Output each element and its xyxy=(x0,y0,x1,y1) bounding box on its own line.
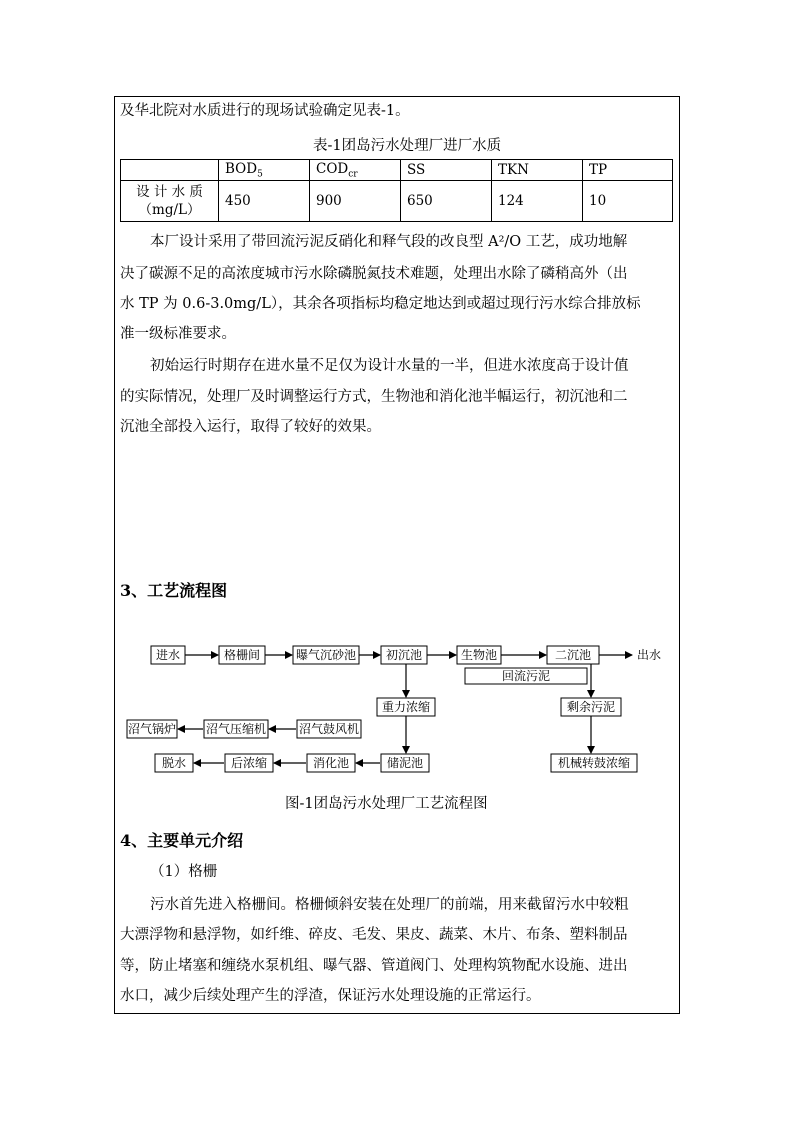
table-cell: 650 xyxy=(401,181,492,222)
flow-label-primary: 初沉池 xyxy=(385,648,423,662)
table-row-label: 设 计 水 质 （mg/L） xyxy=(121,181,219,222)
flow-label-post-thick: 后浓缩 xyxy=(230,756,268,770)
para2-line: 沉池全部投入运行，取得了较好的效果。 xyxy=(120,419,381,435)
para3-line: 大漂浮物和悬浮物，如纤维、碎皮、毛发、果皮、蔬菜、木片、布条、塑料制品 xyxy=(120,927,628,943)
table-caption: 表-1团岛污水处理厂进厂水质 xyxy=(313,138,502,154)
flow-label-biogas-blower: 沼气鼓风机 xyxy=(298,722,360,736)
subsection-title: （1）格栅 xyxy=(150,864,218,880)
table-header-tkn: TKN xyxy=(492,160,583,181)
table-header-bod: $BOD_5$ xyxy=(219,160,310,181)
table-header-tp: TP xyxy=(583,160,673,181)
para1-line: 本厂设计采用了带回流污泥反硝化和释气段的改良型 A²/O 工艺，成功地解 xyxy=(150,234,628,250)
flow-label-storage: 储泥池 xyxy=(386,756,424,770)
table-header-empty xyxy=(121,160,219,181)
figure-caption: 图-1团岛污水处理厂工艺流程图 xyxy=(285,796,488,812)
flow-label-gravity-thick: 重力浓缩 xyxy=(381,700,431,714)
flow-label-excess-sludge: 剩余污泥 xyxy=(566,700,616,714)
para1-line: 决了碳源不足的高浓度城市污水除磷脱氮技术难题，处理出水除了磷稍高外（出 xyxy=(120,266,628,282)
para3-line: 等，防止堵塞和缠绕水泵机组、曝气器、管道阀门、处理构筑物配水设施、进出 xyxy=(120,958,628,974)
flow-label-mech-thick: 机械转鼓浓缩 xyxy=(557,756,631,770)
process-flow-diagram xyxy=(115,636,675,786)
flow-label-dewater: 脱水 xyxy=(161,756,187,770)
flow-label-digester: 消化池 xyxy=(312,756,350,770)
flow-label-screen: 格栅间 xyxy=(223,648,261,662)
flow-label-biogas-compressor: 沼气压缩机 xyxy=(205,722,267,736)
table-row xyxy=(121,181,673,222)
table-cell: 900 xyxy=(310,181,401,222)
flow-label-biogas-boiler: 沼气锅炉 xyxy=(127,722,177,736)
table-header-row xyxy=(121,160,673,181)
para2-line: 初始运行时期存在进水量不足仅为设计水量的一半，但进水浓度高于设计值 xyxy=(150,358,629,374)
water-quality-table xyxy=(120,159,673,222)
section3-title: 3、工艺流程图 xyxy=(120,581,228,600)
intro-line: 及华北院对水质进行的现场试验确定见表-1。 xyxy=(120,103,410,119)
table-cell: 10 xyxy=(583,181,673,222)
para1-line: 准一级标准要求。 xyxy=(120,326,236,342)
para3-line: 污水首先进入格栅间。格栅倾斜安装在处理厂的前端，用来截留污水中较粗 xyxy=(150,897,629,913)
flow-label-outlet: 出水 xyxy=(637,648,662,662)
flow-label-grit: 曝气沉砂池 xyxy=(295,648,357,662)
flow-label-inlet: 进水 xyxy=(155,648,181,662)
section4-title: 4、主要单元介绍 xyxy=(120,831,244,850)
table-header-cod: $COD_{cr}$ xyxy=(310,160,401,181)
para2-line: 的实际情况，处理厂及时调整运行方式，生物池和消化池半幅运行，初沉池和二 xyxy=(120,389,628,405)
table-cell: 450 xyxy=(219,181,310,222)
flow-label-return-sludge: 回流污泥 xyxy=(501,669,551,683)
table-header-ss: SS xyxy=(401,160,492,181)
para3-line: 水口，减少后续处理产生的浮渣，保证污水处理设施的正常运行。 xyxy=(120,988,541,1004)
flow-label-bio: 生物池 xyxy=(460,648,498,662)
para1-line: 水 TP 为 0.6-3.0mg/L），其余各项指标均稳定地达到或超过现行污水综合排放标 xyxy=(120,296,641,312)
flow-label-secondary: 二沉池 xyxy=(554,648,592,662)
table-cell: 124 xyxy=(492,181,583,222)
